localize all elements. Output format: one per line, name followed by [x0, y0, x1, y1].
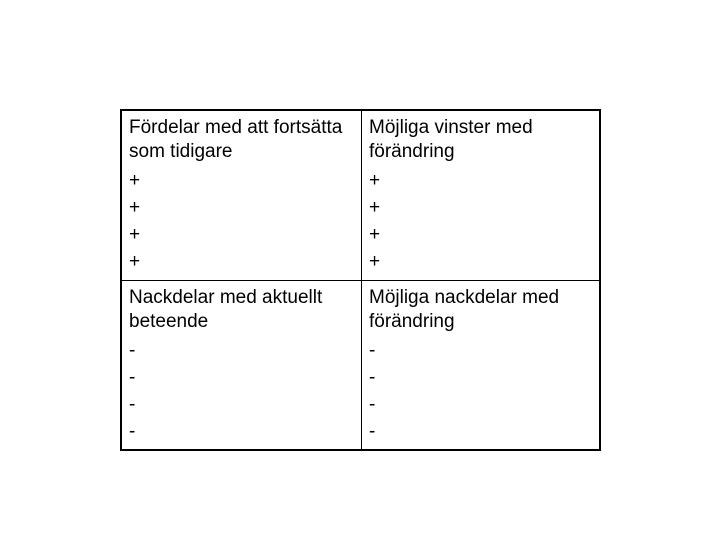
- cell-pros-of-continuing: [122, 111, 362, 281]
- heading-line-1: Nackdelar med aktuellt: [129, 287, 323, 308]
- cell-heading: [369, 116, 599, 164]
- heading-line-1: Möjliga nackdelar med: [369, 287, 560, 308]
- cell-cons-of-current-behavior: [122, 281, 362, 449]
- minus-mark: -: [369, 394, 376, 415]
- plus-mark: +: [369, 224, 381, 245]
- decision-balance-table: [120, 109, 601, 451]
- heading-line-1: Möjliga vinster med: [369, 117, 533, 138]
- plus-mark: +: [129, 170, 141, 191]
- cell-possible-gains-of-change: [362, 111, 599, 281]
- cell-heading: [129, 116, 361, 164]
- minus-mark: -: [129, 394, 136, 415]
- plus-mark: +: [129, 224, 141, 245]
- cell-possible-cons-of-change: [362, 281, 599, 449]
- cell-heading: [129, 286, 361, 334]
- heading-line-2: beteende: [129, 311, 209, 332]
- minus-mark: -: [369, 340, 376, 361]
- heading-line-2: förändring: [369, 141, 455, 162]
- heading-line-2: som tidigare: [129, 141, 233, 162]
- plus-mark: +: [369, 251, 381, 272]
- minus-mark: -: [129, 421, 136, 442]
- heading-line-1: Fördelar med att fortsätta: [129, 117, 343, 138]
- cell-heading: [369, 286, 599, 334]
- minus-mark: -: [369, 421, 376, 442]
- heading-line-2: förändring: [369, 311, 455, 332]
- minus-mark: -: [369, 367, 376, 388]
- plus-mark: +: [369, 170, 381, 191]
- minus-mark: -: [129, 340, 136, 361]
- minus-mark: -: [129, 367, 136, 388]
- plus-mark: +: [129, 197, 141, 218]
- plus-mark: +: [129, 251, 141, 272]
- plus-mark: +: [369, 197, 381, 218]
